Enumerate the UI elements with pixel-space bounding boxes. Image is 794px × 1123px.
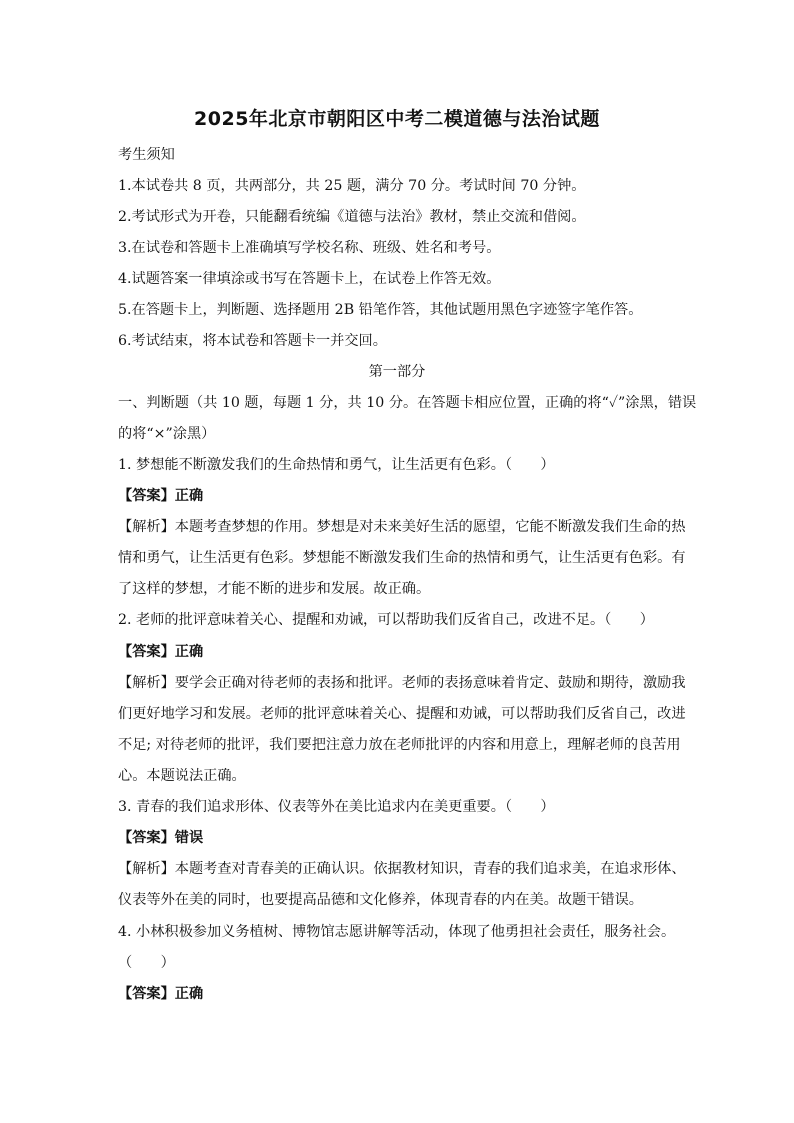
analysis-1-line-3: 了这样的梦想，才能不断的进步和发展。故正确。 [118, 581, 431, 597]
answer-4: 【答案】正确 [118, 986, 204, 1002]
analysis-1-line-1: 【解析】本题考查梦想的作用。梦想是对未来美好生活的愿望，它能不断激发我们生命的热 [118, 519, 686, 535]
analysis-3-line-2: 仪表等外在美的同时，也要提高品德和文化修养，体现青春的内在美。故题干错误。 [118, 892, 643, 908]
question-3: 3. 青春的我们追求形体、仪表等外在美比追求内在美更重要。（ ） [118, 799, 555, 815]
answer-3: 【答案】错误 [118, 830, 204, 846]
section-intro-line-1: 一、判断题（共 10 题，每题 1 分，共 10 分。在答题卡相应位置，正确的将“✓”涂黑，错误 [118, 395, 697, 411]
analysis-2-line-3: 不足; 对待老师的批评，我们要把注意力放在老师批评的内容和用意上，理解老师的良苦用 [118, 737, 681, 753]
notice-item-6: 6.考试结束，将本试卷和答题卡一并交回。 [118, 333, 387, 349]
analysis-2-line-4: 心。本题说法正确。 [118, 768, 246, 784]
section-intro-line-2: 的将“×”涂黑） [118, 426, 216, 442]
answer-1: 【答案】正确 [118, 488, 204, 504]
question-1: 1. 梦想能不断激发我们的生命热情和勇气，让生活更有色彩。（ ） [118, 457, 555, 473]
notice-item-1: 1.本试卷共 8 页，共两部分，共 25 题，满分 70 分。考试时间 70 分钟。 [118, 178, 586, 194]
analysis-2-line-2: 们更好地学习和发展。老师的批评意味着关心、提醒和劝诫，可以帮助我们反省自己，改进 [118, 706, 686, 722]
analysis-2-line-1: 【解析】要学会正确对待老师的表扬和批评。老师的表扬意味着肯定、鼓励和期待，激励我 [118, 675, 686, 691]
notice-item-4: 4.试题答案一律填涂或书写在答题卡上，在试卷上作答无效。 [118, 271, 501, 287]
question-4-line-2: （ ） [118, 955, 175, 971]
analysis-1-line-2: 情和勇气，让生活更有色彩。梦想能不断激发我们生命的热情和勇气，让生活更有色彩。有 [118, 550, 686, 566]
document-title: 2025年北京市朝阳区中考二模道德与法治试题 [194, 108, 600, 130]
question-2: 2. 老师的批评意味着关心、提醒和劝诫，可以帮助我们反省自己，改进不足。（ ） [118, 612, 654, 628]
analysis-3-line-1: 【解析】本题考查对青春美的正确认识。依据教材知识，青春的我们追求美，在追求形体、 [118, 861, 686, 877]
notice-item-2: 2.考试形式为开卷，只能翻看统编《道德与法治》教材，禁止交流和借阅。 [118, 209, 586, 225]
question-4-line-1: 4. 小林积极参加义务植树、博物馆志愿讲解等活动，体现了他勇担社会责任，服务社会。 [118, 924, 676, 940]
answer-2: 【答案】正确 [118, 644, 204, 660]
notice-item-5: 5.在答题卡上，判断题、选择题用 2B 铅笔作答，其他试题用黑色字迹签字笔作答。 [118, 302, 643, 318]
notice-item-3: 3.在试卷和答题卡上准确填写学校名称、班级、姓名和考号。 [118, 240, 501, 256]
part-heading: 第一部分 [368, 364, 426, 380]
notice-heading: 考生须知 [118, 147, 175, 163]
